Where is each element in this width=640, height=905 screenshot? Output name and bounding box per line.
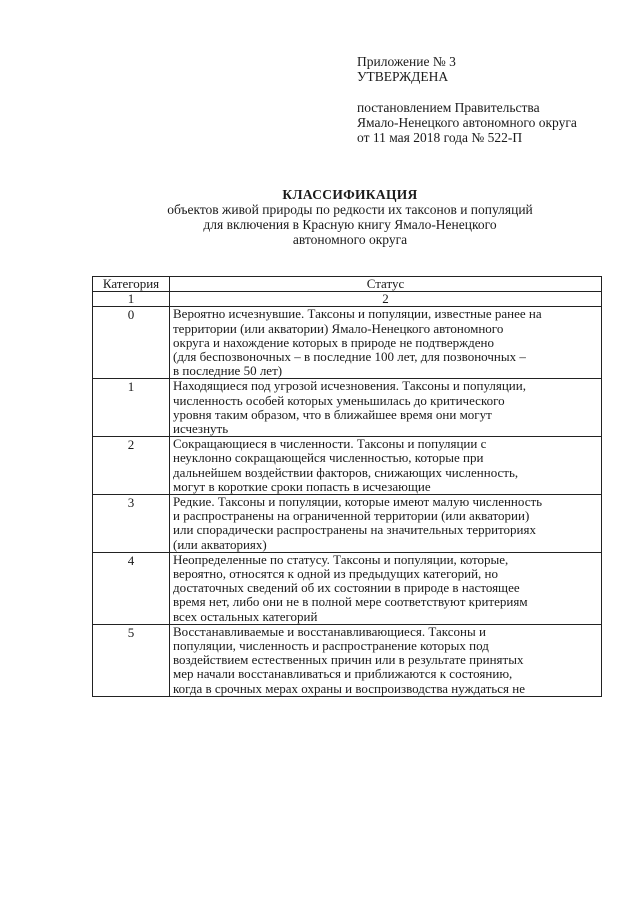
status-line: численность особей которых уменьшилась до критического [173, 392, 505, 408]
appendix-header [357, 54, 617, 145]
status-line: и распространены на ограниченной территории (или акватории) [173, 508, 530, 524]
status-cell [170, 437, 602, 495]
column-number: 2 [170, 292, 602, 307]
status-line: Редкие. Таксоны и популяции, которые имеют малую численность [173, 494, 543, 510]
table-header-row [93, 277, 602, 292]
column-number: 1 [93, 292, 170, 307]
status-line: могут в короткие сроки попасть в исчезающие [173, 478, 431, 494]
table-body [93, 292, 602, 697]
category-cell: 0 [93, 307, 170, 379]
status-cell [170, 307, 602, 379]
status-line: достаточных сведений об их состоянии в природе в настоящее [173, 580, 520, 596]
table-row [93, 495, 602, 553]
table-row [93, 437, 602, 495]
status-line: время нет, либо они не в полной мере соответствуют критериям [173, 594, 528, 610]
document-subtitle-line: автономного округа [292, 232, 408, 247]
status-line: Находящиеся под угрозой исчезновения. Таксоны и популяции, [173, 378, 526, 394]
status-line: Неопределенные по статусу. Таксоны и популяции, которые, [173, 551, 509, 567]
status-line: округа и нахождение которых в природе не подтверждено [173, 334, 494, 350]
document-subtitle-line: для включения в Красную книгу Ямало-Ненецкого [203, 217, 497, 232]
table-row [93, 624, 602, 696]
status-line: территории (или акватории) Ямало-Ненецкого автономного [173, 320, 504, 336]
column-header-status: Статус [170, 277, 602, 292]
category-cell: 3 [93, 495, 170, 553]
classification-table [92, 276, 602, 697]
status-line: в последние 50 лет) [173, 363, 283, 379]
status-line: дальнейшем воздействии факторов, снижающих численность, [173, 464, 519, 480]
category-cell: 4 [93, 552, 170, 624]
status-cell [170, 379, 602, 437]
status-line: вероятно, относятся к одной из предыдущих категорий, но [173, 566, 499, 582]
table-row [93, 307, 602, 379]
spacer [357, 84, 617, 100]
status-cell [170, 552, 602, 624]
status-line: популяции, численность и распространение которых под [173, 638, 489, 654]
status-line: Восстанавливаемые и восстанавливающиеся. Таксоны и [173, 623, 486, 639]
table-row [93, 552, 602, 624]
status-line: уровня таким образом, что в ближайшее время они могут [173, 406, 492, 422]
status-line: (для беспозвоночных – в последние 100 лет, для позвоночных – [173, 349, 526, 365]
status-line: Вероятно исчезнувшие. Таксоны и популяции, известные ранее на [173, 306, 542, 322]
document-subtitle-line: объектов живой природы по редкости их таксонов и популяций [167, 202, 533, 217]
decree-line: Ямало-Ненецкого автономного округа [357, 115, 577, 130]
column-header-category: Категория [93, 277, 170, 292]
decree-line: от 11 мая 2018 года № 522-П [357, 130, 523, 145]
decree-line: постановлением Правительства [357, 100, 540, 115]
status-cell [170, 495, 602, 553]
approved-label: УТВЕРЖДЕНА [357, 69, 449, 84]
status-line: всех остальных категорий [173, 608, 318, 624]
status-line: воздействием естественных причин или в результате принятых [173, 652, 524, 668]
category-cell: 5 [93, 624, 170, 696]
document-title: КЛАССИФИКАЦИЯ [282, 187, 418, 202]
category-cell: 1 [93, 379, 170, 437]
appendix-number: Приложение № 3 [357, 54, 456, 69]
status-line: (или акваториях) [173, 536, 267, 552]
status-line: Сокращающиеся в численности. Таксоны и популяции с [173, 436, 487, 452]
status-cell [170, 624, 602, 696]
status-line: или спорадически распространены на значительных территориях [173, 522, 536, 538]
status-line: исчезнуть [173, 421, 229, 437]
status-line: когда в срочных мерах охраны и воспроизводства нуждаться не [173, 680, 525, 696]
status-line: неуклонно сокращающейся численностью, которые при [173, 450, 484, 466]
document-heading [80, 187, 620, 247]
status-line: мер начали восстанавливаться и приближаются к состоянию, [173, 666, 513, 682]
column-number-row [93, 292, 602, 307]
category-cell: 2 [93, 437, 170, 495]
table-row [93, 379, 602, 437]
